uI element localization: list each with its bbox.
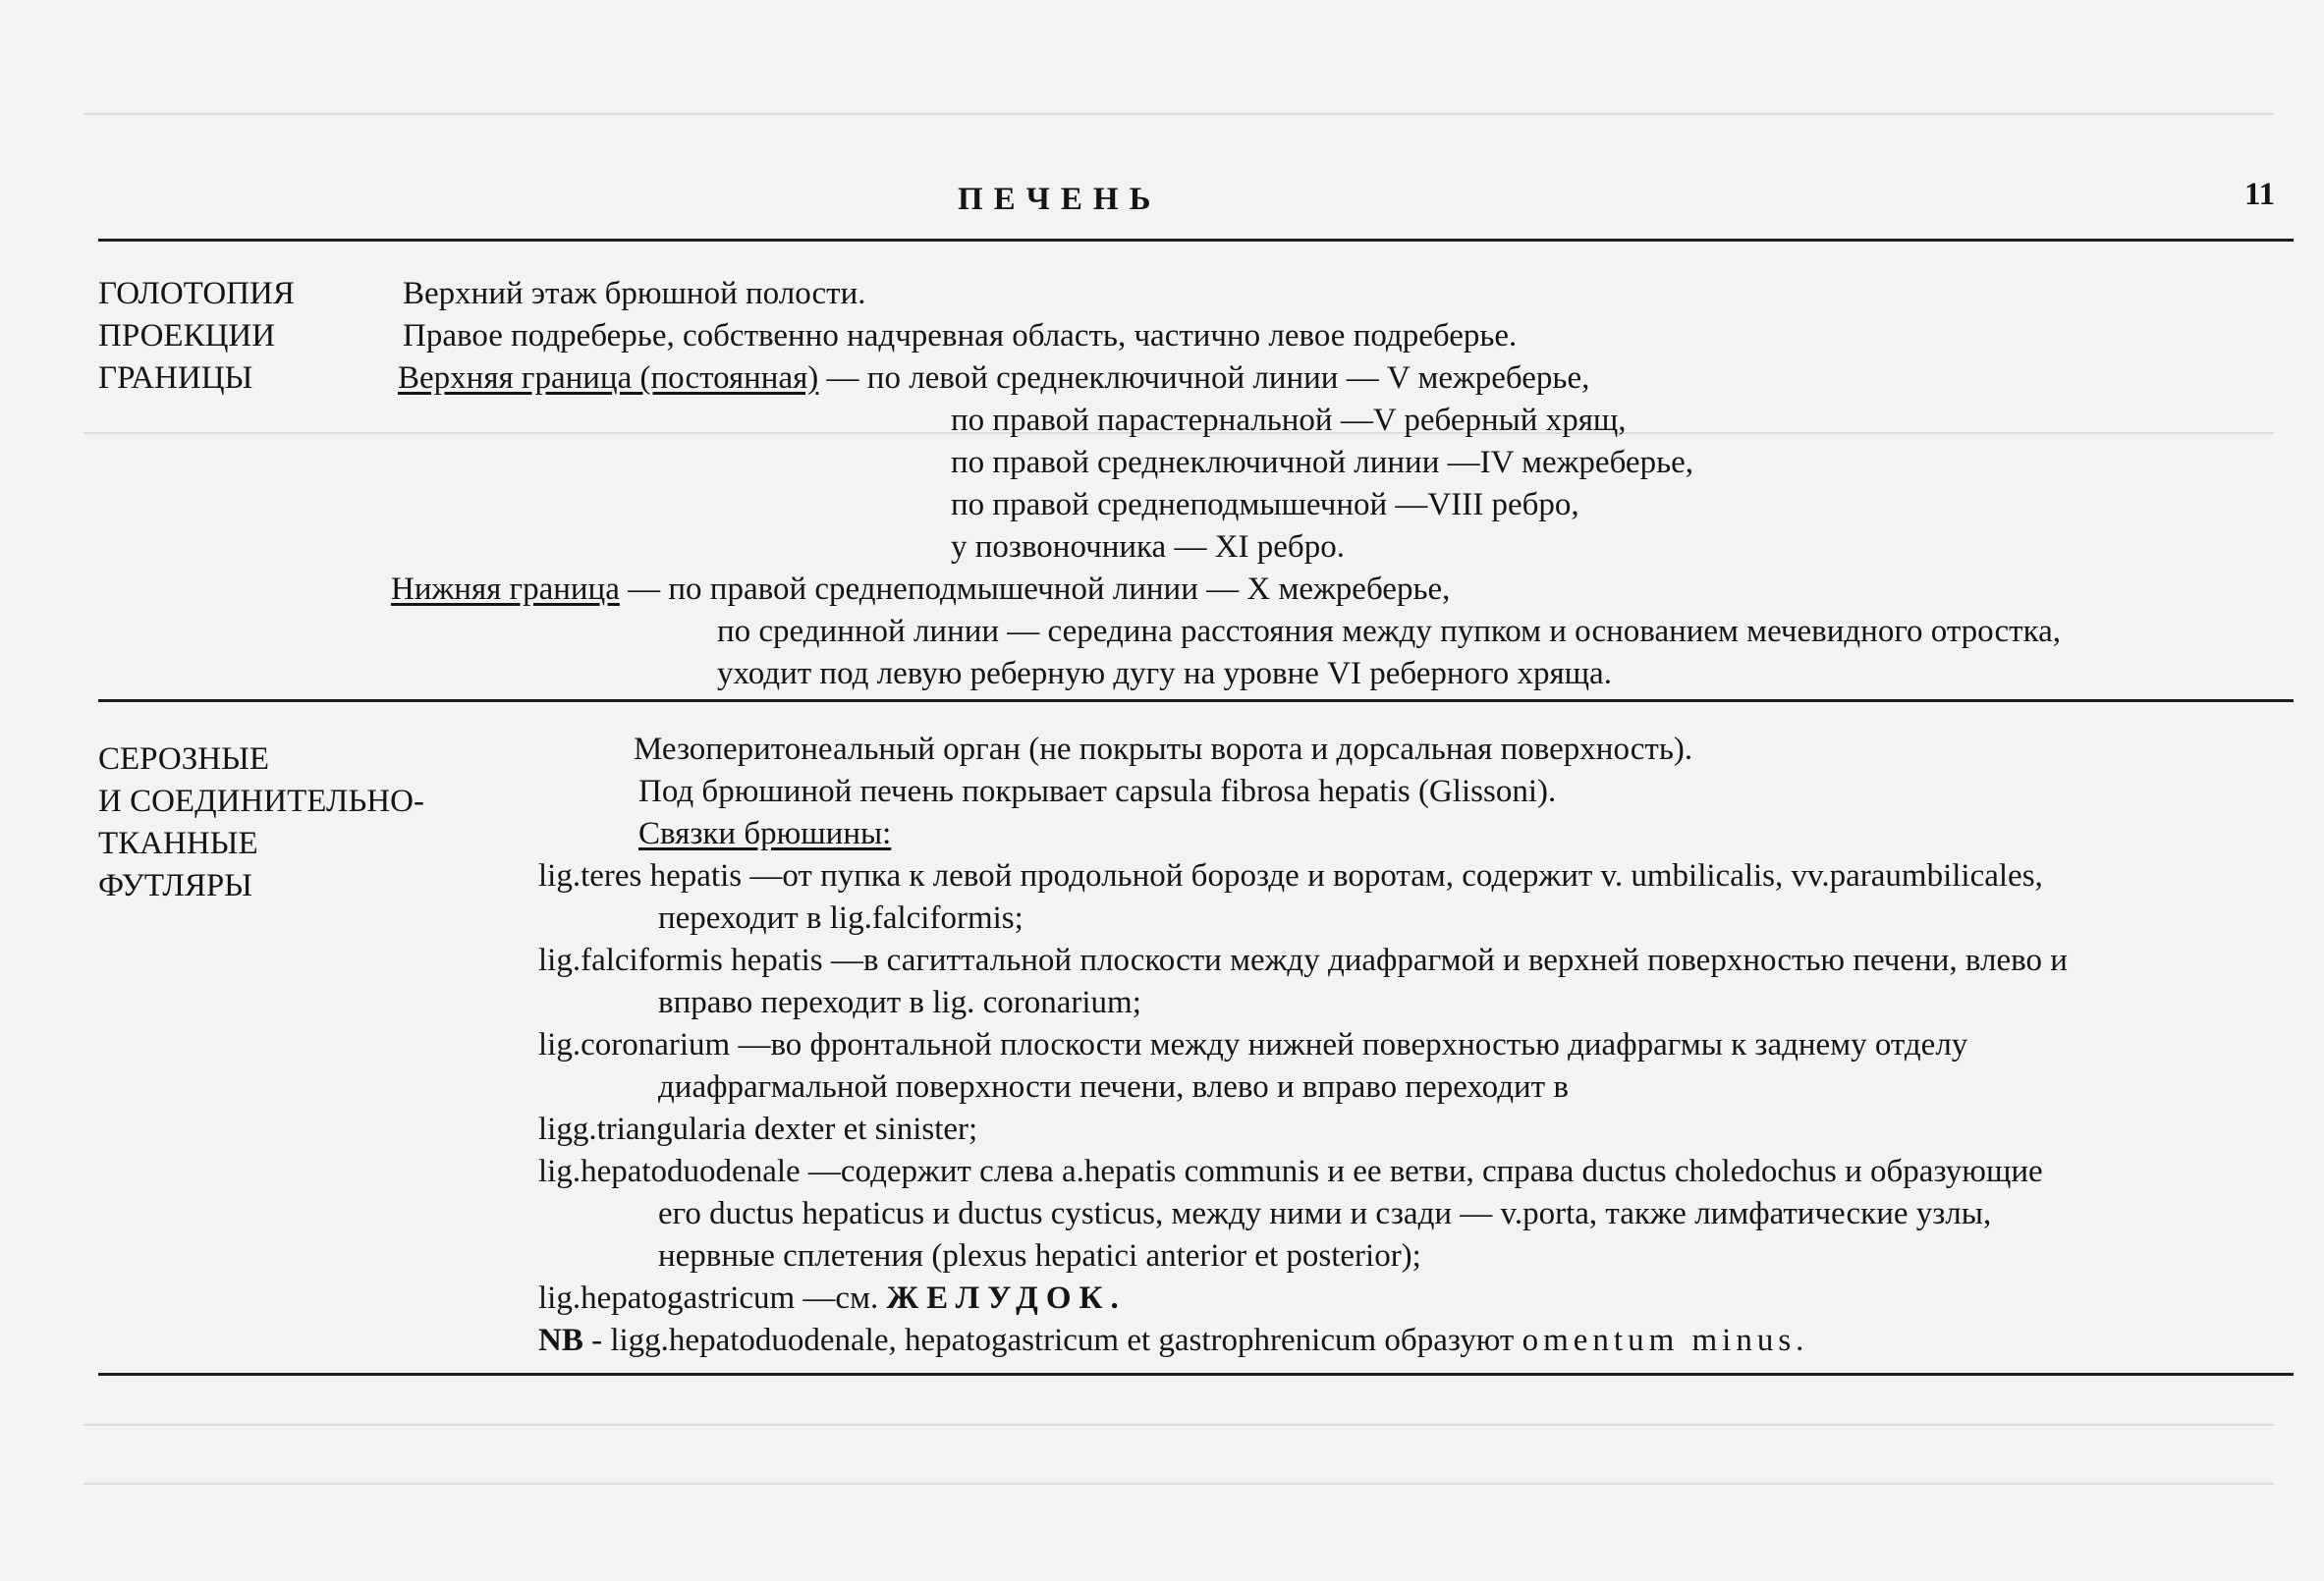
bleed-through-rule	[83, 113, 2274, 115]
gastro-line	[538, 1278, 1127, 1320]
upper-border-text: — по левой среднеключичной линии — V межреберье,	[818, 360, 1590, 396]
section-rule	[98, 699, 2294, 702]
text-line: Верхний этаж брюшной полости.	[403, 276, 866, 311]
label-line: ФУТЛЯРЫ	[98, 868, 252, 903]
ligament-line: ligg.triangularia dexter et sinister;	[538, 1112, 978, 1147]
text-line: уходит под левую реберную дугу на уровне VI реберного хряща.	[717, 656, 1612, 691]
gastro-cross-reference: ЖЕЛУДОК.	[886, 1281, 1127, 1316]
section-label	[98, 273, 295, 400]
lower-border-text: — по правой среднеподмышечной линии — X межреберье,	[619, 572, 1451, 607]
text-line: Мезоперитонеальный орган (не покрыты ворота и дорсальная поверхность).	[634, 732, 1693, 767]
lower-border-line	[391, 569, 1450, 611]
text-line: по правой парастернальной —V реберный хрящ,	[951, 403, 1627, 438]
label-line: ПРОЕКЦИИ	[98, 318, 276, 354]
text-line: Под брюшиной печень покрывает capsula fibrosa hepatis (Glissoni).	[638, 774, 1557, 809]
ligament-line: lig.falciformis hepatis —в сагиттальной плоскости между диафрагмой и верхней поверхностью печени, влево и	[538, 943, 2068, 978]
bleed-through-rule	[83, 1424, 2274, 1426]
label-line: СЕРОЗНЫЕ	[98, 741, 270, 777]
section-rule	[98, 1373, 2294, 1376]
nb-label: NB	[538, 1323, 583, 1358]
section-label	[98, 738, 424, 907]
nb-line	[538, 1320, 1808, 1362]
text-line: Правое подреберье, собственно надчревная область, частично левое подреберье.	[403, 318, 1518, 354]
ligament-line: переходит в lig.falciformis;	[658, 900, 1024, 936]
label-line: ГОЛОТОПИЯ	[98, 276, 295, 311]
bleed-through-rule	[83, 1483, 2274, 1485]
text-line: у позвоночника — XI ребро.	[951, 529, 1345, 565]
upper-border-heading: Верхняя граница (постоянная)	[398, 360, 819, 396]
text-line: по срединной линии — середина расстояния между пупком и основанием мечевидного отростка,	[717, 614, 2062, 649]
upper-border-line	[398, 357, 1589, 400]
label-line: И СОЕДИНИТЕЛЬНО-	[98, 784, 424, 819]
header-rule	[98, 239, 2294, 242]
label-line: ТКАННЫЕ	[98, 826, 258, 861]
ligament-line: вправо переходит в lig. coronarium;	[658, 985, 1141, 1020]
ligament-line: диафрагмальной поверхности печени, влево и вправо переходит в	[658, 1069, 1569, 1105]
gastro-text: lig.hepatogastricum —см.	[538, 1281, 887, 1316]
lower-border-heading: Нижняя граница	[391, 572, 620, 607]
label-line: ГРАНИЦЫ	[98, 360, 253, 396]
ligaments-heading: Связки брюшины:	[638, 816, 892, 851]
text-line: по правой среднеключичной линии —IV межреберье,	[951, 445, 1694, 480]
ligament-line: lig.hepatoduodenale —содержит слева a.hepatis communis и ее ветви, справа ductus choledochus и образующие	[538, 1154, 2043, 1189]
ligament-line: нервные сплетения (plexus hepatici anterior et posterior);	[658, 1238, 1421, 1274]
page-number: 11	[2244, 177, 2276, 212]
nb-text: - ligg.hepatoduodenale, hepatogastricum et gastrophrenicum образуют	[582, 1323, 1522, 1358]
page-title: ПЕЧЕНЬ	[958, 182, 1162, 217]
ligament-line: lig.teres hepatis —от пупка к левой продольной борозде и воротам, содержит v. umbilicalis, vv.paraumbilicales,	[538, 858, 2043, 894]
ligament-line: его ductus hepaticus и ductus cysticus, между ними и сзади — v.porta, также лимфатические узлы,	[658, 1196, 1992, 1231]
ligament-line: lig.coronarium —во фронтальной плоскости между нижней поверхностью диафрагмы к заднему отделу	[538, 1027, 1968, 1063]
text-line: по правой среднеподмышечной —VIII ребро,	[951, 487, 1579, 522]
page-header	[0, 177, 2324, 231]
nb-term: omentum minus.	[1522, 1323, 1809, 1358]
